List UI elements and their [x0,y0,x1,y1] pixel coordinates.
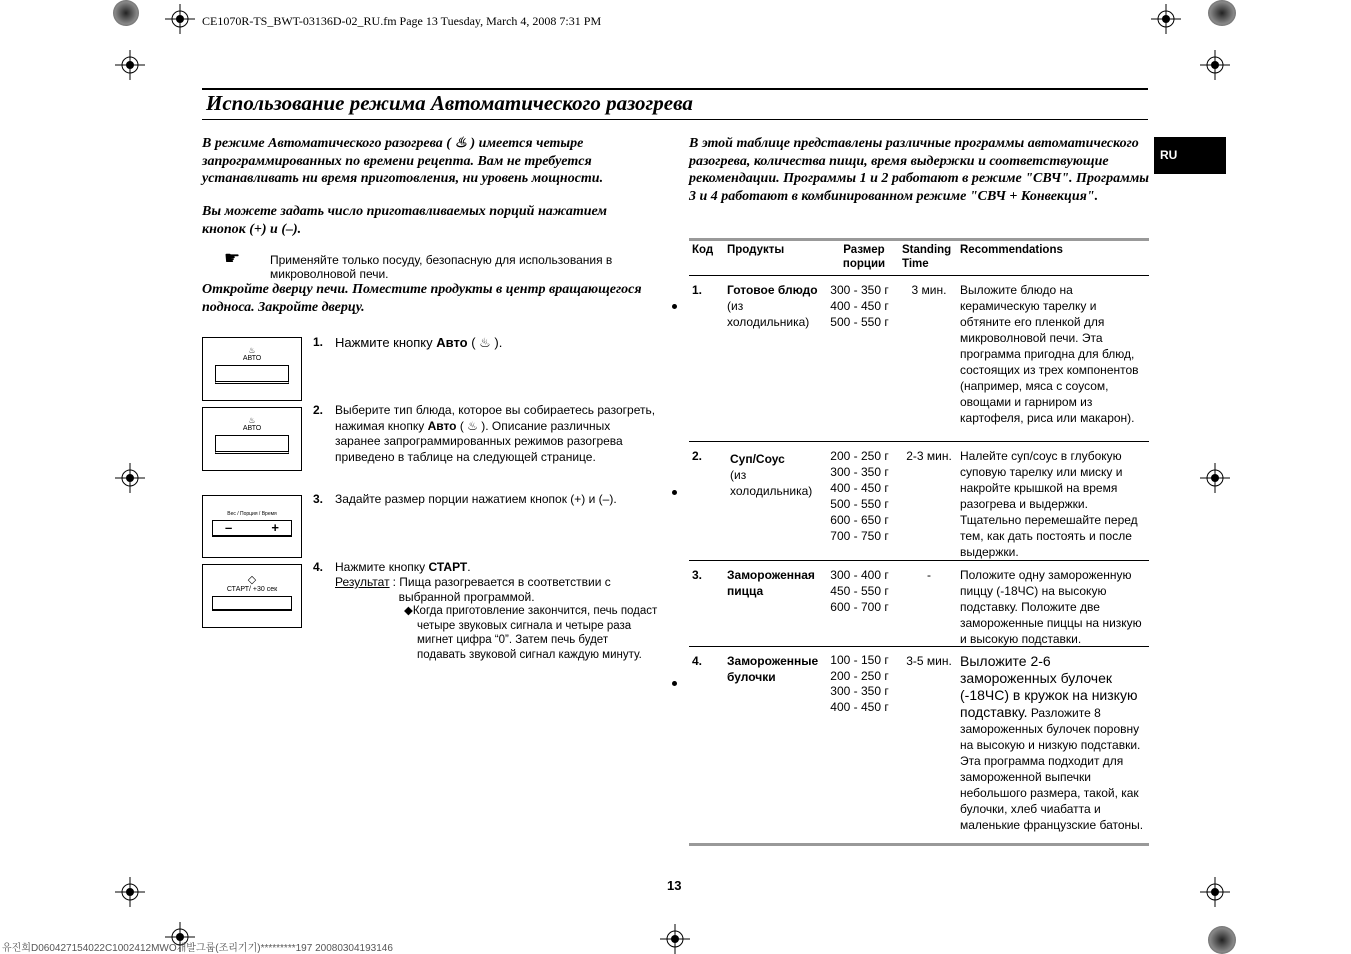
table-intro: В этой таблице представлены различные программы автоматического разогрева, количества пищи, время выдержки и соответствующие рекомендации. Программы 1 и 2 работают в режиме "СВЧ". Программы 3 и 4 работают в комбинированном режиме "СВЧ + Конвекция". [689,136,1150,204]
note-text: Применяйте только посуду, безопасную для использования в микроволновой печи. [270,253,613,281]
row-code: 4. [692,654,703,668]
registration-mark-icon [165,4,195,34]
plus-button: + [271,520,279,535]
row-product: Готовое блюдо [727,283,818,297]
header-code: Код [692,244,714,256]
row-code: 2. [692,449,703,463]
panel-button [215,365,289,384]
row-sizes: 300 - 350 г 400 - 450 г 500 - 550 г [830,283,889,329]
page-title: Использование режима Автоматического разогрева [206,91,693,115]
row-product: Замороженная пицца [727,568,815,598]
row-time: 2-3 мин. [906,449,952,463]
row-recommendation: Налейте суп/соус в глубокую суповую тарелку или миску и накройте крышкой на время разогрева и выдержки. Тщательно перемешайте перед тем, как дать постоять и после выдержки. [960,449,1138,559]
page-number: 13 [667,878,682,893]
registration-mark-icon [1200,50,1230,80]
auto-panel-illustration [202,337,302,401]
row-sizes: 200 - 250 г 300 - 350 г 400 - 450 г 500 - 550 г 600 - 650 г 700 - 750 г [830,449,889,543]
auto-reheat-table [689,238,1149,846]
row-product: Суп/Соус [730,452,785,466]
panel-button [215,435,289,454]
row-recommendation: Разложите 8 замороженных булочек поровну на высокую и низкую подставки. Эта программа подходит для замороженной выпечки небольшого размера, такой, как булочки, хлеб чиабатта и маленькие французские батоны. [960,706,1144,832]
registration-mark-icon [1151,4,1181,34]
start-panel-illustration [202,564,302,628]
row-sizes: 300 - 400 г 450 - 550 г 600 - 700 г [830,568,889,614]
panel-button [212,596,292,611]
color-target-icon [113,0,139,26]
header-time: Standing Time [902,244,952,270]
auto-label: АВТО [242,425,262,432]
registration-mark-icon [115,50,145,80]
header-recommendations: Recommendations [960,244,1063,256]
print-footer: 유진희D060427154022C1002412MWO개발그룹(조리기기)*********197 20080304193146 [2,943,393,954]
start-icon: ◇ [247,574,257,586]
file-header: CE1070R-TS_BWT-03136D-02_RU.fm Page 13 Tuesday, March 4, 2008 7:31 PM [202,14,602,28]
row-sizes: 100 - 150 г 200 - 250 г 300 - 350 г 400 - 450 г [830,653,889,714]
title-rule-bottom [202,119,1148,120]
result-block [335,575,660,605]
weight-panel-illustration [202,495,302,558]
step-3: 3. Задайте размер порции нажатием кнопок (+) и (–). [313,492,617,506]
header-product: Продукты [727,244,785,256]
registration-mark-icon [1200,877,1230,907]
row-product: Замороженные булочки [727,654,819,684]
registration-mark-icon [1200,463,1230,493]
row-recommendation: Выложите блюдо на керамическую тарелку и обтяните его пленкой для микроволновой печи. Эта программа пригодна для блюд, состоящих из трех компонентов (например, мяса с соусом, овощами и гарниром из картофеля, риса или макарон). [960,283,1139,425]
weight-label: Вес / Порция / Время [227,511,277,517]
row-time: 3 мин. [911,283,947,297]
step-4: 4. Нажмите кнопку СТАРТ. [313,560,471,574]
table-row [689,276,1149,442]
step-2: 2. Выберите тип блюда, которое вы собираетесь разогреть, нажимая кнопку Авто ( ♨ ). Описание различных заранее запрограммированных режимов разогрева приведено в таблице на следующей странице. [313,403,656,464]
intro-paragraph: В режиме Автоматического разогрева ( ♨ ) имеется четыре запрограммированных по времени рецепта. Вам не требуется устанавливать ни время приготовления, ни уровень мощности. [202,136,604,186]
binding-hole [672,490,677,495]
registration-mark-icon [660,924,690,954]
result-text: : Пища разогревается в соответствии с выбранной программой. [392,575,611,604]
auto-label: АВТО [242,355,262,362]
row-time: 3-5 мин. [906,654,952,668]
row-time: - [927,568,931,582]
pointing-hand-icon: ☛ [224,248,241,268]
row-recommendation-lead: Выложите 2-6 замороженных булочек (-18ЧС) в кружок на низкую подставку. [960,653,1138,720]
result-note: ◆Когда приготовление закончится, печь подаст четыре звуковых сигнала и четыре раза мигнет цифра “0”. Затем печь будет подавать звуковой сигнал каждую минуту. [404,605,658,661]
portion-paragraph: Вы можете задать число приготавливаемых порций нажатием кнопок (+) и (–). [202,204,607,237]
table-row [689,442,1149,561]
row-product-note: (из холодильника) [727,299,810,329]
registration-mark-icon [115,877,145,907]
row-recommendation: Положите одну замороженную пиццу (-18ЧС) на высокую подставку. Положите две замороженные пиццы на низкую и высокую подставки. [960,568,1142,646]
start-label: СТАРТ/ +30 сек [226,586,278,593]
step-1: 1. Нажмите кнопку Авто ( ♨ ). [313,335,503,350]
minus-button: – [225,520,233,535]
steam-icon: ♨ [248,346,256,355]
row-code: 1. [692,283,703,297]
table-header [689,238,1149,276]
door-paragraph: Откройте дверцу печи. Поместите продукты в центр вращающегося подноса. Закройте дверцу. [202,282,642,315]
language-tab: RU [1154,137,1226,174]
title-rule [202,88,1148,90]
row-product-note: (из холодильника) [730,468,813,498]
header-size: Размер порции [842,244,886,270]
registration-mark-icon [115,463,145,493]
color-target-icon [1208,926,1236,954]
steam-icon: ♨ [248,416,256,425]
color-target-icon [1208,0,1236,26]
table-row [689,647,1149,846]
binding-hole [672,304,677,309]
binding-hole [672,681,677,686]
row-code: 3. [692,568,703,582]
auto-panel-illustration [202,407,302,471]
result-label: Результат [335,575,390,589]
table-row [689,561,1149,647]
